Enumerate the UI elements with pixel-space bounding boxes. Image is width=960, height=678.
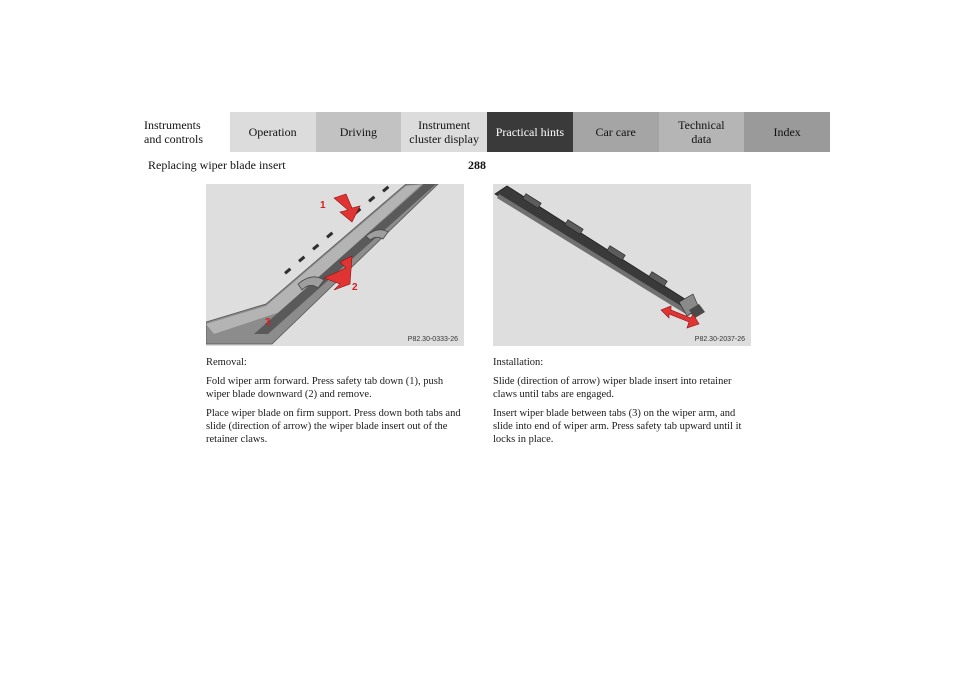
installation-heading: Installation: — [493, 357, 544, 368]
installation-step-2: Insert wiper blade between tabs (3) on the wiper arm, and slide into end of wiper arm. Press safety tab upward until it locks in place. — [493, 408, 742, 445]
tab-driving[interactable]: Driving — [316, 112, 402, 152]
tab-operation[interactable]: Operation — [230, 112, 316, 152]
removal-column — [206, 356, 468, 452]
tab-practical-hints[interactable]: Practical hints — [487, 112, 573, 152]
wiper-arm-removal-drawing — [206, 184, 464, 346]
page-number: 288 — [468, 158, 486, 172]
callout-1: 1 — [320, 200, 326, 211]
tab-technical-data[interactable]: Technical data — [659, 112, 745, 152]
wiper-blade-installation-drawing — [493, 184, 751, 346]
removal-illustration — [206, 184, 464, 346]
tab-index[interactable]: Index — [744, 112, 830, 152]
tab-car-care[interactable]: Car care — [573, 112, 659, 152]
figure-code-left: P82.30-0333-26 — [407, 336, 458, 343]
section-title: Replacing wiper blade insert — [148, 158, 286, 172]
installation-illustration — [493, 184, 751, 346]
removal-step-1: Fold wiper arm forward. Press safety tab down (1), push wiper blade downward (2) and remove. — [206, 376, 444, 400]
callout-3: 3 — [265, 317, 271, 328]
callout-2: 2 — [352, 282, 358, 293]
removal-heading: Removal: — [206, 357, 247, 368]
installation-step-1: Slide (direction of arrow) wiper blade insert into retainer claws until tabs are engaged. — [493, 376, 732, 400]
tab-instrument-cluster-display[interactable]: Instrument cluster display — [401, 112, 487, 152]
removal-step-2: Place wiper blade on firm support. Press down both tabs and slide (direction of arrow) the wiper blade insert out of the retainer claws. — [206, 408, 461, 445]
section-tab-bar — [130, 112, 830, 152]
tab-instruments-and-controls[interactable]: Instruments and controls — [130, 112, 230, 152]
figure-code-right: P82.30-2037-26 — [694, 336, 745, 343]
installation-column — [493, 356, 755, 452]
